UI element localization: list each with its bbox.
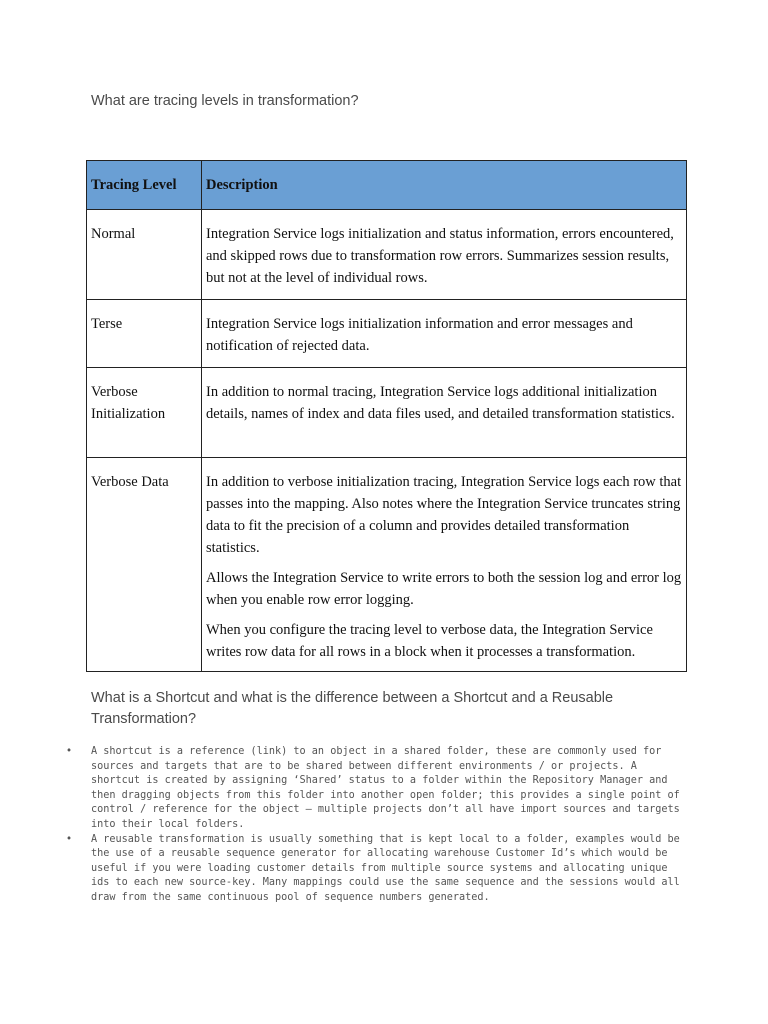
- cell-tracing-level: Verbose Data: [87, 458, 202, 672]
- question-tracing-levels-heading: What are tracing levels in transformation?: [91, 93, 359, 109]
- tracing-levels-table: [86, 160, 687, 672]
- table-header-row: [87, 161, 687, 210]
- cell-tracing-level: Normal: [87, 210, 202, 300]
- description-text: Integration Service logs initialization information and error messages and notification of rejected data.: [206, 316, 633, 354]
- shortcut-bullet-list: [66, 745, 686, 906]
- description-text: In addition to normal tracing, Integration Service logs additional initialization details, names of index and data files used, and detailed transformation statistics.: [206, 384, 675, 422]
- cell-tracing-level: Terse: [87, 300, 202, 368]
- list-item-text: A shortcut is a reference (link) to an object in a shared folder, these are commonly used for sources and targets that are to be shared between different environments / or projects. A shortcut is created by assigning ‘Shared’ status to a folder within the Repository Manager and then dragging objects from this folder into another open folder; this provides a single point of control / reference for the object – multiple projects don’t all have import sources and targets into their local folders.: [91, 746, 680, 830]
- table-row: [87, 368, 687, 458]
- cell-tracing-level: Verbose Initialization: [87, 368, 202, 458]
- list-item: [66, 833, 686, 906]
- table-row: [87, 300, 687, 368]
- cell-description: [202, 368, 687, 458]
- description-text: When you configure the tracing level to verbose data, the Integration Service writes row data for all rows in a block when it processes a transformation.: [206, 622, 653, 660]
- table-row: [87, 210, 687, 300]
- table-row: [87, 458, 687, 672]
- header-description: Description: [202, 161, 687, 210]
- description-text: Allows the Integration Service to write errors to both the session log and error log when you enable row error logging.: [206, 570, 682, 608]
- list-item: [66, 745, 686, 833]
- description-text: In addition to verbose initialization tracing, Integration Service logs each row that passes into the mapping. Also notes where the Integration Service truncates string data to fit the precision of a column and provides detailed transformation statistics.: [206, 474, 682, 556]
- question-shortcut-heading: What is a Shortcut and what is the difference between a Shortcut and a Reusable Transformation?: [91, 690, 614, 727]
- description-text: Integration Service logs initialization and status information, errors encountered, and skipped rows due to transformation row errors. Summarizes session results, but not at the level of individual rows.: [206, 226, 674, 286]
- cell-description: [202, 458, 687, 672]
- cell-description: [202, 210, 687, 300]
- header-tracing-level: Tracing Level: [87, 161, 202, 210]
- bullet-icon: •: [66, 746, 73, 757]
- cell-description: [202, 300, 687, 368]
- list-item-text: A reusable transformation is usually something that is kept local to a folder, examples would be the use of a reusable sequence generator for allocating warehouse Customer Id’s which would be useful if you were loading customer details from multiple source systems and allocating unique ids to each new source-key. Many mappings could use the same sequence and the sessions would all draw from the same continuous pool of sequence numbers generated.: [91, 833, 680, 903]
- bullet-icon: •: [66, 833, 73, 845]
